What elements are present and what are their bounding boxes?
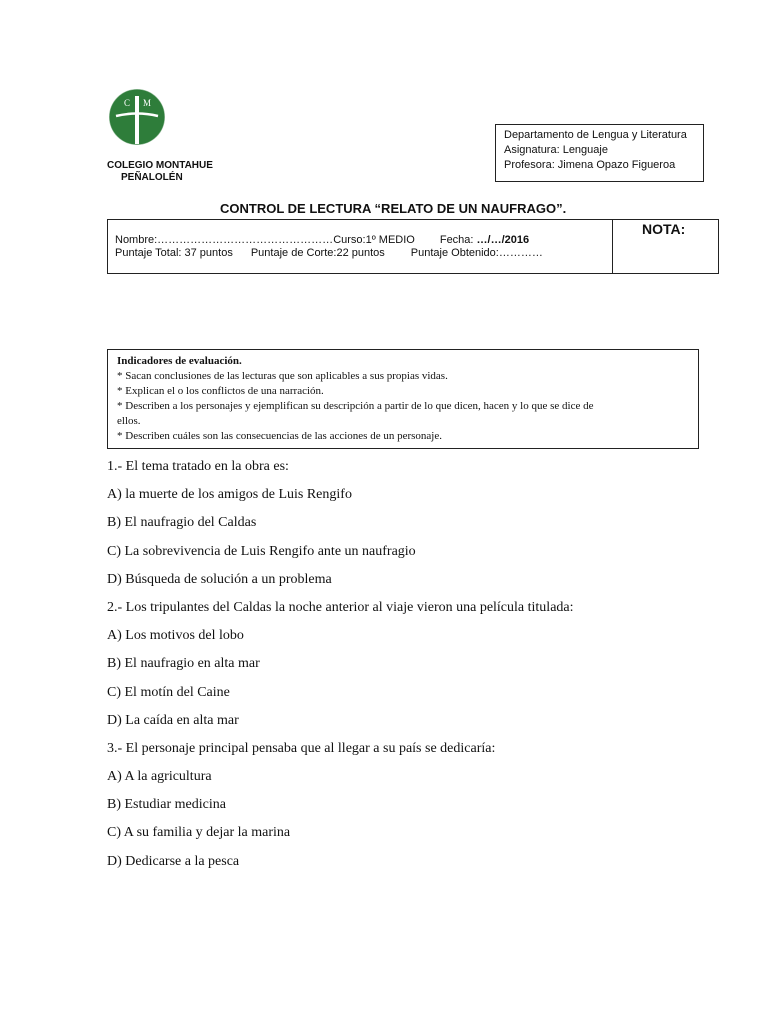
indicator-item: * Describen cuáles son las consecuencias de las acciones de un personaje. — [117, 430, 442, 442]
indicator-item: * Sacan conclusiones de las lecturas que son aplicables a sus propias vidas. — [117, 370, 448, 382]
question-3-option-a[interactable]: A) A la agricultura — [107, 769, 212, 785]
info-row-2 — [115, 247, 543, 260]
name-field[interactable]: Nombre:………………………………………… — [115, 234, 334, 246]
table-divider — [612, 220, 613, 273]
question-2-option-b[interactable]: B) El naufragio en alta mar — [107, 656, 260, 672]
school-name-line1: COLEGIO MONTAHUE — [107, 160, 213, 171]
student-info-fields — [115, 234, 543, 260]
question-1-option-c[interactable]: C) La sobrevivencia de Luis Rengifo ante un naufragio — [107, 543, 416, 559]
teacher-line: Profesora: Jimena Opazo Figueroa — [504, 159, 676, 171]
question-1-option-a[interactable]: A) la muerte de los amigos de Luis Rengifo — [107, 487, 352, 503]
date-field[interactable]: …/…/2016 — [476, 234, 530, 246]
question-2-option-a[interactable]: A) Los motivos del lobo — [107, 628, 244, 644]
indicators-heading: Indicadores de evaluación. — [117, 355, 242, 367]
question-1-option-d[interactable]: D) Búsqueda de solución a un problema — [107, 571, 332, 587]
cross-emblem-icon — [106, 86, 168, 148]
subject-line: Asignatura: Lenguaje — [504, 144, 608, 156]
question-3-option-c[interactable]: C) A su familia y dejar la marina — [107, 825, 291, 841]
grade-label: NOTA: — [642, 221, 686, 237]
total-score: Puntaje Total: 37 puntos — [115, 247, 233, 259]
document-title: CONTROL DE LECTURA “RELATO DE UN NAUFRAGO”. — [220, 201, 567, 216]
evaluation-indicators-box — [107, 349, 699, 449]
school-logo — [106, 86, 168, 148]
question-2-option-c[interactable]: C) El motín del Caine — [107, 684, 230, 700]
question-2-prompt: 2.- Los tripulantes del Caldas la noche anterior al viaje vieron una película titulada: — [107, 599, 574, 615]
info-row-1 — [115, 234, 543, 247]
indicator-item: ellos. — [117, 415, 141, 427]
question-1-option-b[interactable]: B) El naufragio del Caldas — [107, 515, 257, 531]
cutoff-score: Puntaje de Corte:22 puntos — [250, 247, 385, 259]
indicator-item: * Explican el o los conflictos de una narración. — [117, 385, 324, 397]
obtained-score-field[interactable]: Puntaje Obtenido:………… — [410, 247, 543, 259]
question-3-option-b[interactable]: B) Estudiar medicina — [107, 797, 226, 813]
question-3-option-d[interactable]: D) Dedicarse a la pesca — [107, 853, 240, 869]
department-line: Departamento de Lengua y Literatura — [504, 129, 687, 141]
question-3-prompt: 3.- El personaje principal pensaba que al llegar a su país se dedicaría: — [107, 740, 496, 756]
questions-section — [107, 457, 707, 880]
school-name — [107, 160, 213, 184]
logo-letter-c: C — [124, 98, 131, 108]
question-1-prompt: 1.- El tema tratado en la obra es: — [107, 459, 289, 474]
date-label: Fecha: — [439, 234, 477, 246]
department-box — [495, 124, 704, 182]
student-info-table — [107, 219, 719, 274]
indicator-item: * Describen a los personajes y ejemplifican su descripción a partir de lo que dicen, hacen y lo que se dice de — [117, 400, 594, 412]
course-field: Curso:1º MEDIO — [333, 234, 415, 246]
school-name-line2: PEÑALOLÉN — [121, 172, 183, 183]
logo-letter-m: M — [143, 98, 152, 108]
question-2-option-d[interactable]: D) La caída en alta mar — [107, 712, 239, 728]
